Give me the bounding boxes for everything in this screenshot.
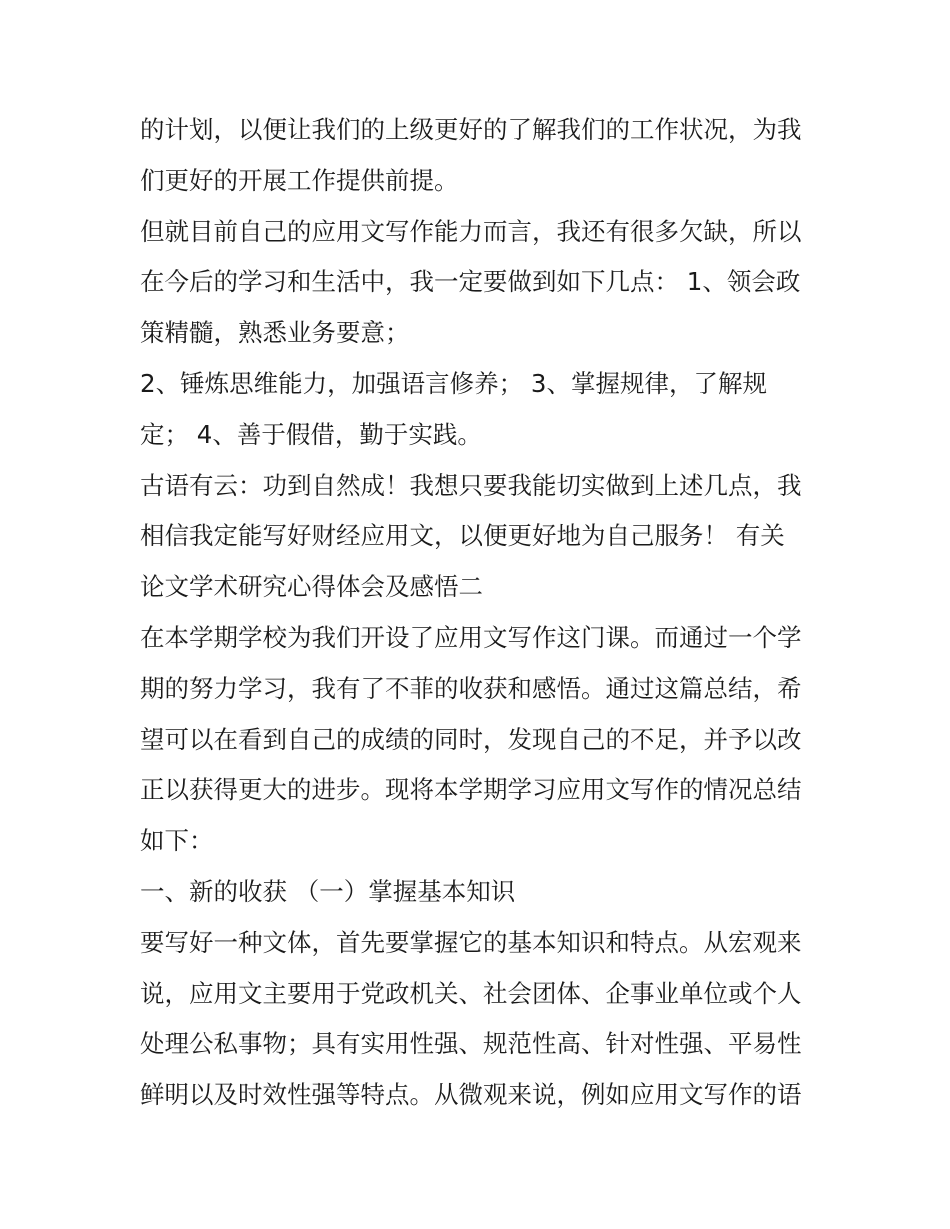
text-line-8: 古语有云：功到自然成！我想只要我能切实做到上述几点，我: [140, 470, 802, 500]
text-line-16: 一、新的收获 （一）掌握基本知识: [140, 876, 516, 906]
text-line-15: 如下：: [140, 826, 214, 856]
text-line-11: 在本学期学校为我们开设了应用文写作这门课。而通过一个学: [140, 622, 802, 652]
text-line-19: 处理公私事物；具有实用性强、规范性高、针对性强、平易性: [140, 1029, 802, 1059]
text-line-9: 相信我定能写好财经应用文，以便更好地为自己服务！ 有关: [140, 521, 785, 551]
text-line-1: 的计划，以便让我们的上级更好的了解我们的工作状况，为我: [140, 115, 802, 144]
text-line-3: 但就目前自己的应用文写作能力而言，我还有很多欠缺，所以: [140, 216, 802, 246]
text-line-12: 期的努力学习，我有了不菲的收获和感悟。通过这篇总结，希: [140, 673, 802, 703]
document-body: [140, 105, 830, 1121]
text-line-13: 望可以在看到自己的成绩的同时，发现自己的不足，并予以改: [140, 724, 802, 754]
text-line-18: 说，应用文主要用于党政机关、社会团体、企事业单位或个人: [140, 978, 802, 1008]
text-line-4: 在今后的学习和生活中，我一定要做到如下几点： 1、领会政: [140, 267, 801, 297]
text-line-17: 要写好一种文体，首先要掌握它的基本知识和特点。从宏观来: [140, 927, 802, 957]
text-line-20: 鲜明以及时效性强等特点。从微观来说，例如应用文写作的语: [140, 1080, 802, 1110]
text-line-7: 定； 4、善于假借，勤于实践。: [140, 419, 482, 449]
text-line-2: 们更好的开展工作提供前提。: [140, 165, 459, 195]
text-line-10: 论文学术研究心得体会及感悟二: [140, 572, 483, 602]
text-line-6: 2、锤炼思维能力，加强语言修养； 3、掌握规律，了解规: [140, 368, 767, 398]
text-line-14: 正以获得更大的进步。现将本学期学习应用文写作的情况总结: [140, 775, 802, 805]
text-line-5: 策精髓，熟悉业务要意；: [140, 318, 410, 348]
